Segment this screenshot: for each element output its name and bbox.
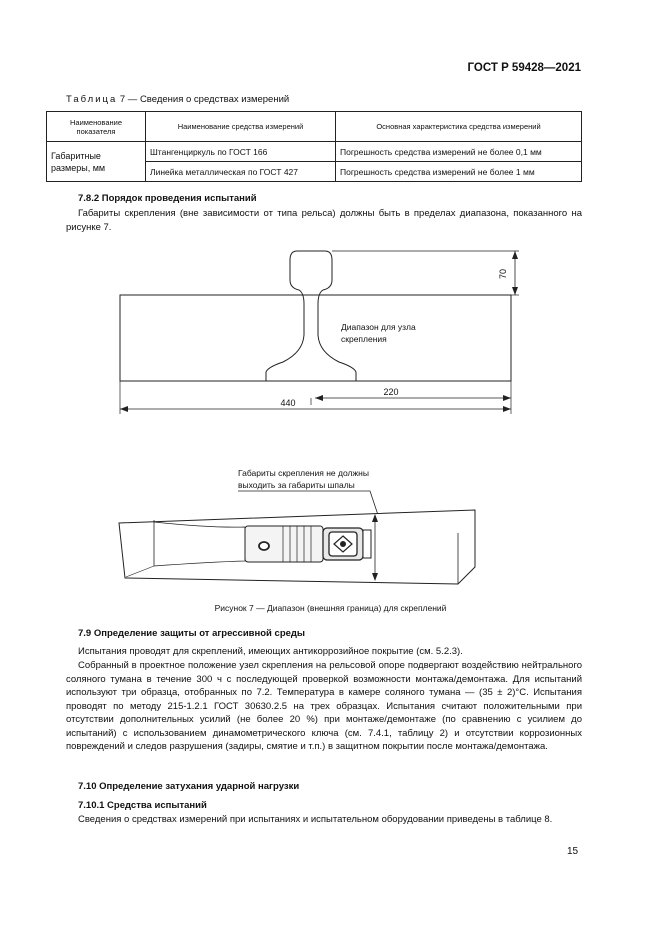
- dimension-70-label: 70: [498, 268, 508, 280]
- note-line2: выходить за габариты шпалы: [238, 480, 355, 490]
- zone-label-line2: скрепления: [341, 334, 387, 344]
- table-header-row: [47, 112, 582, 142]
- note-leader-line: [238, 491, 378, 515]
- section-paragraph: Испытания проводят для скреплений, имеющих антикоррозийное покрытие (см. 5.2.3).: [78, 646, 463, 657]
- characteristic-cell: Погрешность средства измерений не более 1 мм: [336, 162, 582, 182]
- section-paragraph: Сведения о средствах измерений при испытаниях и испытательном оборудовании приведены в таблице 8.: [78, 814, 553, 825]
- section-heading-7-9: 7.9 Определение защиты от агрессивной среды: [78, 628, 306, 639]
- dimension-440-label: 440: [280, 398, 296, 408]
- characteristic-cell: Погрешность средства измерений не более 0,1 мм: [336, 142, 582, 162]
- rail-profile: [266, 251, 356, 381]
- table-caption: [66, 94, 289, 105]
- document-standard-number: ГОСТ Р 59428—2021: [467, 62, 581, 74]
- indicator-cell: Габаритные размеры, мм: [47, 142, 146, 182]
- column-header: Наименование средства измерений: [146, 112, 336, 142]
- figure-7-drawing: [0, 240, 661, 610]
- zone-label-line1: Диапазон для узла: [341, 322, 416, 332]
- section-heading-7-10-1: 7.10.1 Средства испытаний: [78, 800, 207, 811]
- table-row: [47, 142, 582, 162]
- note-line1: Габариты скрепления не должны: [238, 468, 369, 478]
- section-paragraph: Габариты скрепления (вне зависимости от типа рельса) должны быть в пределах диапазона, показанного на рисунке 7.: [66, 208, 582, 233]
- instrument-cell: Линейка металлическая по ГОСТ 427: [146, 162, 336, 182]
- measurement-instruments-table: [46, 111, 582, 182]
- dimension-220-label: 220: [383, 387, 399, 397]
- section-heading-7-8-2: 7.8.2 Порядок проведения испытаний: [78, 193, 257, 204]
- rail-fastening-assembly: [245, 526, 371, 562]
- section-heading-7-10: 7.10 Определение затухания ударной нагрузки: [78, 781, 300, 792]
- column-header: Наименование показателя: [47, 112, 146, 142]
- section-paragraph: Собранный в проектное положение узел скрепления на рельсовой опоре подвергают воздействию нейтрального соляного тумана в течение 300 ч с последующей проверкой возможности монтажа/демонтажа. Для испытаний используют три образца, отобранных по 7.2. Температура в камере соляного тумана — (35 ± 2)°С. Испытания проводят по методу 215-1.2.1 ГОСТ 30630.2.5 на трех образцах. Испытания считают положительными при отсутствии дополнительных усилий (не более 20 %) при монтаже/демонтаже (по сравнению с усилием до испытаний) с использованием динамометрического ключа (см. 7.4.1, таблицу 2) и отсутствии коррозионных повреждений и следов разрушения (задиры, смятие и т.п.) в защитном покрытии после монтажа/демонтажа.: [66, 660, 582, 752]
- figure-caption: Рисунок 7 — Диапазон (внешняя граница) для скреплений: [214, 603, 447, 613]
- table-caption-prefix: Таблица: [66, 94, 118, 105]
- page-number: 15: [567, 846, 579, 857]
- instrument-cell: Штангенциркуль по ГОСТ 166: [146, 142, 336, 162]
- table-caption-text: 7 — Сведения о средствах измерений: [117, 94, 290, 105]
- column-header: Основная характеристика средства измерений: [336, 112, 582, 142]
